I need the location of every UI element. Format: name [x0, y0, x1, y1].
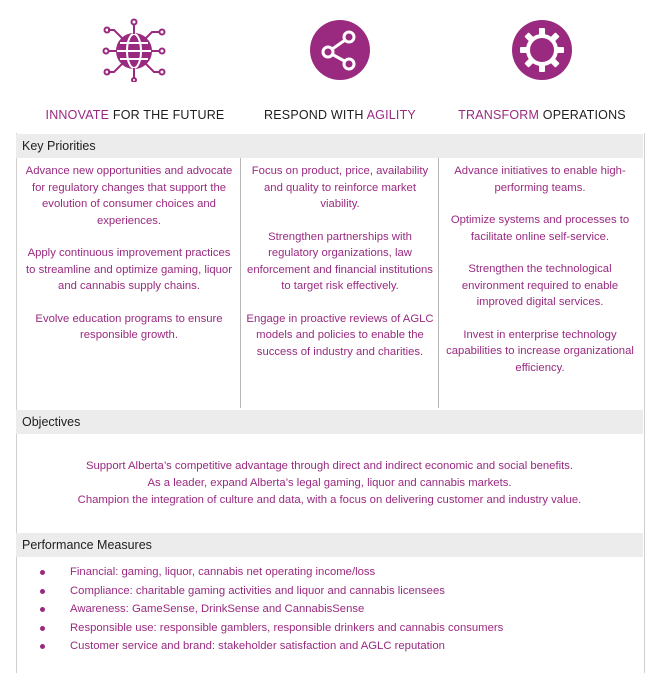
pillar-transform-label: TRANSFORM OPERATIONS	[458, 108, 626, 122]
pillar-innovate	[30, 0, 240, 132]
priority-item: Strengthen the technological environment required to enable improved digital services.	[461, 263, 619, 308]
bullet-icon	[40, 626, 45, 631]
transform-priorities	[442, 163, 638, 392]
objectives-text	[16, 458, 643, 509]
priority-item: Advance initiatives to enable high-performing teams.	[454, 165, 626, 194]
pillar-innovate-label: INNOVATE FOR THE FUTURE	[45, 108, 225, 122]
priority-item: Focus on product, price, availability and quality to reinforce market viability.	[251, 165, 429, 210]
performance-measures-heading: Performance Measures	[16, 533, 643, 557]
priority-item: Optimize systems and processes to facilitate online self-service.	[450, 214, 630, 243]
gear-icon	[510, 18, 574, 82]
pillar-respond	[235, 0, 445, 132]
list-item: Customer service and brand: stakeholder satisfaction and AGLC reputation	[30, 637, 630, 656]
list-item: Financial: gaming, liquor, cannabis net operating income/loss	[30, 563, 630, 582]
respond-priorities	[246, 163, 434, 376]
pillars-header	[0, 0, 670, 132]
priority-item: Engage in proactive reviews of AGLC models and policies to enable the success of industry and charities.	[246, 312, 434, 358]
priority-item: Strengthen partnerships with regulatory organizations, law enforcement and financial institutions to target risk effectively.	[247, 230, 433, 292]
bullet-icon	[40, 607, 45, 612]
innovate-priorities	[22, 163, 236, 360]
priority-item: Invest in enterprise technology capabilities to increase organizational efficiency.	[446, 328, 634, 374]
priority-item: Apply continuous improvement practices to streamline and optimize gaming, liquor and cannabis supply chains.	[26, 247, 232, 292]
list-item: Responsible use: responsible gamblers, responsible drinkers and cannabis consumers	[30, 619, 630, 638]
priority-item: Evolve education programs to ensure responsible growth.	[35, 312, 223, 341]
objective-line: Champion the integration of culture and data, with a focus on delivering customer and industry value.	[77, 494, 582, 506]
bullet-icon	[40, 589, 45, 594]
pillar-transform	[437, 0, 647, 132]
bullet-icon	[40, 644, 45, 649]
list-item: Compliance: charitable gaming activities and liquor and cannabis licensees	[30, 582, 630, 601]
objective-line: As a leader, expand Alberta’s legal gaming, liquor and cannabis markets.	[147, 477, 512, 489]
objectives-heading: Objectives	[16, 410, 643, 434]
key-priorities-heading: Key Priorities	[16, 134, 643, 158]
share-nodes-icon	[308, 18, 372, 82]
priority-item: Advance new opportunities and advocate for regulatory changes that support the evolution of consumer choices and experiences.	[25, 165, 233, 227]
column-divider	[438, 158, 439, 408]
list-item: Awareness: GameSense, DrinkSense and CannabisSense	[30, 600, 630, 619]
globe-network-icon	[102, 18, 166, 82]
performance-measures-list	[30, 563, 630, 656]
bullet-icon	[40, 570, 45, 575]
objective-line: Support Alberta’s competitive advantage through direct and indirect economic and social benefits.	[85, 460, 574, 472]
pillar-respond-label: RESPOND WITH AGILITY	[264, 108, 416, 122]
column-divider	[240, 158, 241, 408]
